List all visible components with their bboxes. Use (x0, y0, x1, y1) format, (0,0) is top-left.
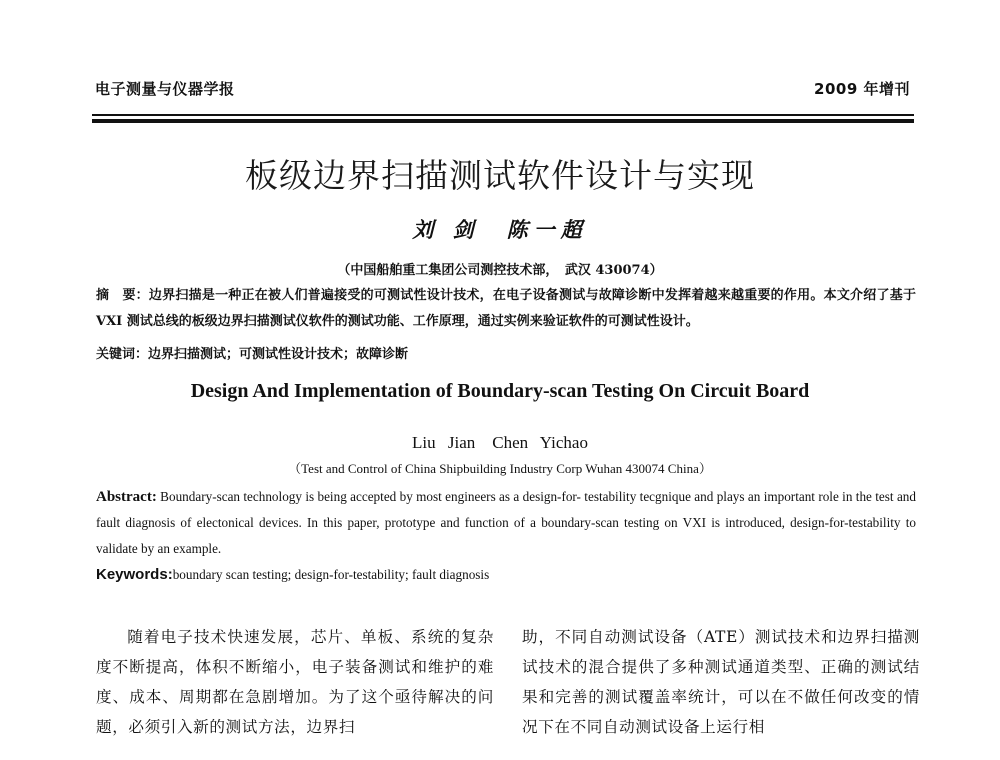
english-authors: Liu Jian Chen Yichao (412, 433, 588, 452)
chinese-abstract (96, 283, 916, 335)
journal-issue: 2009 年增刊 (814, 80, 910, 98)
chinese-keywords-text: 边界扫描测试；可测试性设计技术；故障诊断 (148, 347, 409, 362)
english-affiliation: （Test and Control of China Shipbuilding Industry Corp Wuhan 430074 China） (288, 461, 712, 476)
english-keywords-text: boundary scan testing; design-for-testability; fault diagnosis (172, 567, 490, 582)
chinese-keywords (96, 343, 916, 362)
english-keywords-label: Keywords: (96, 566, 173, 583)
header-rule-thin (92, 114, 914, 116)
body-right-column (522, 622, 920, 742)
chinese-abstract-label: 摘 要： (96, 288, 149, 303)
english-abstract (96, 484, 916, 562)
english-abstract-text: Boundary-scan technology is being accepted by most engineers as a design-for- testability tecgnique and plays an important role in the test and fault diagnosis of electonical devices. In this paper, prototype and function of a boundary-scan testing on VXI is introduced, design-for-testability to validate by an example. (96, 489, 916, 556)
body-right-paragraph: 助，不同自动测试设备（ATE）测试技术和边界扫描测试技术的混合提供了多种测试通道类型、正确的测试结果和完善的测试覆盖率统计，可以在不做任何改变的情况下在不同自动测试设备上运行相 (522, 628, 920, 736)
header-rule-thick (92, 119, 914, 123)
chinese-affiliation: （中国船舶重工集团公司测控技术部， 武汉 430074） (337, 263, 663, 278)
english-abstract-label: Abstract: (96, 489, 157, 505)
english-keywords (96, 566, 916, 583)
chinese-keywords-label: 关键词： (96, 347, 149, 362)
chinese-abstract-text: 边界扫描是一种正在被人们普遍接受的可测试性设计技术，在电子设备测试与故障诊断中发挥着越来越重要的作用。本文介绍了基于 VXI 测试总线的板级边界扫描测试仪软件的测试功能、工作原理，通过实例来验证软件的可测试性设计。 (96, 288, 916, 329)
body-left-paragraph: 随着电子技术快速发展，芯片、单板、系统的复杂度不断提高，体积不断缩小，电子装备测试和维护的难度、成本、周期都在急剧增加。为了这个亟待解决的问题，必须引入新的测试方法，边界扫 (96, 628, 494, 736)
chinese-authors: 刘 剑 陈一超 (412, 217, 588, 242)
chinese-title: 板级边界扫描测试软件设计与实现 (245, 156, 755, 195)
english-title: Design And Implementation of Boundary-scan Testing On Circuit Board (190, 380, 810, 402)
journal-name: 电子测量与仪器学报 (95, 80, 235, 98)
body-left-column (96, 622, 494, 742)
